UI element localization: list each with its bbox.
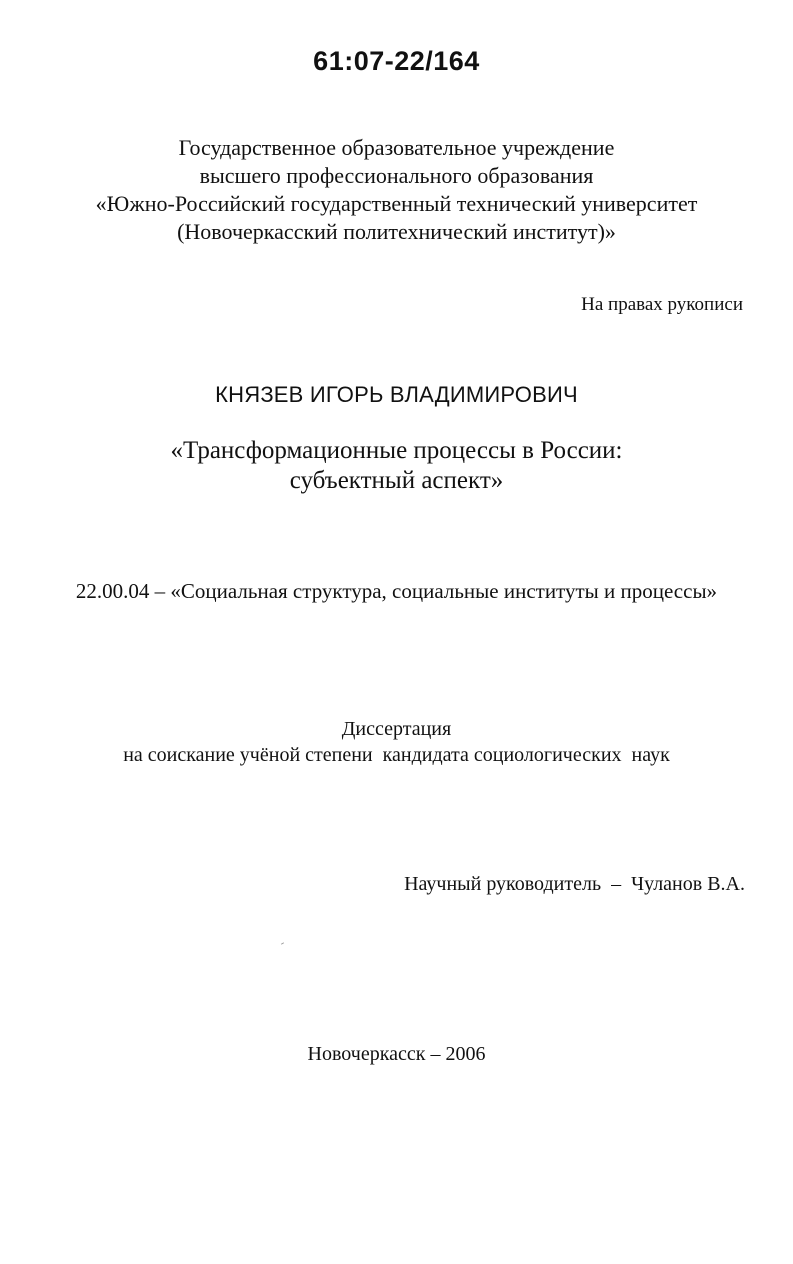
scan-speck <box>281 942 284 944</box>
specialty-code: 22.00.04 – «Социальная структура, социальные институты и процессы» <box>75 579 718 603</box>
institution-line-2: высшего профессионального образования <box>199 163 594 188</box>
author-name: КНЯЗЕВ ИГОРЬ ВЛАДИМИРОВИЧ <box>215 382 578 407</box>
institution-line-4: (Новочеркасский политехнический институт)» <box>177 219 616 244</box>
dissertation-degree-block <box>0 716 793 768</box>
scientific-supervisor: Научный руководитель – Чуланов В.А. <box>404 873 745 895</box>
institution-block <box>0 134 793 246</box>
institution-line-3: «Южно-Российский государственный технический университет <box>95 191 698 216</box>
archive-code-number: 61:07-22/164 <box>313 46 480 76</box>
title-line-1: «Трансформационные процессы в России: <box>170 437 623 464</box>
manuscript-note: На правах рукописи <box>581 294 743 315</box>
institution-line-1: Государственное образовательное учреждение <box>178 135 615 160</box>
city-and-year: Новочеркасск – 2006 <box>307 1043 486 1065</box>
dissertation-title <box>0 436 793 496</box>
title-line-2: субъектный аспект» <box>289 467 504 494</box>
degree-description: на соискание учёной степени кандидата социологических наук <box>123 744 670 766</box>
dissertation-label: Диссертация <box>341 718 452 740</box>
